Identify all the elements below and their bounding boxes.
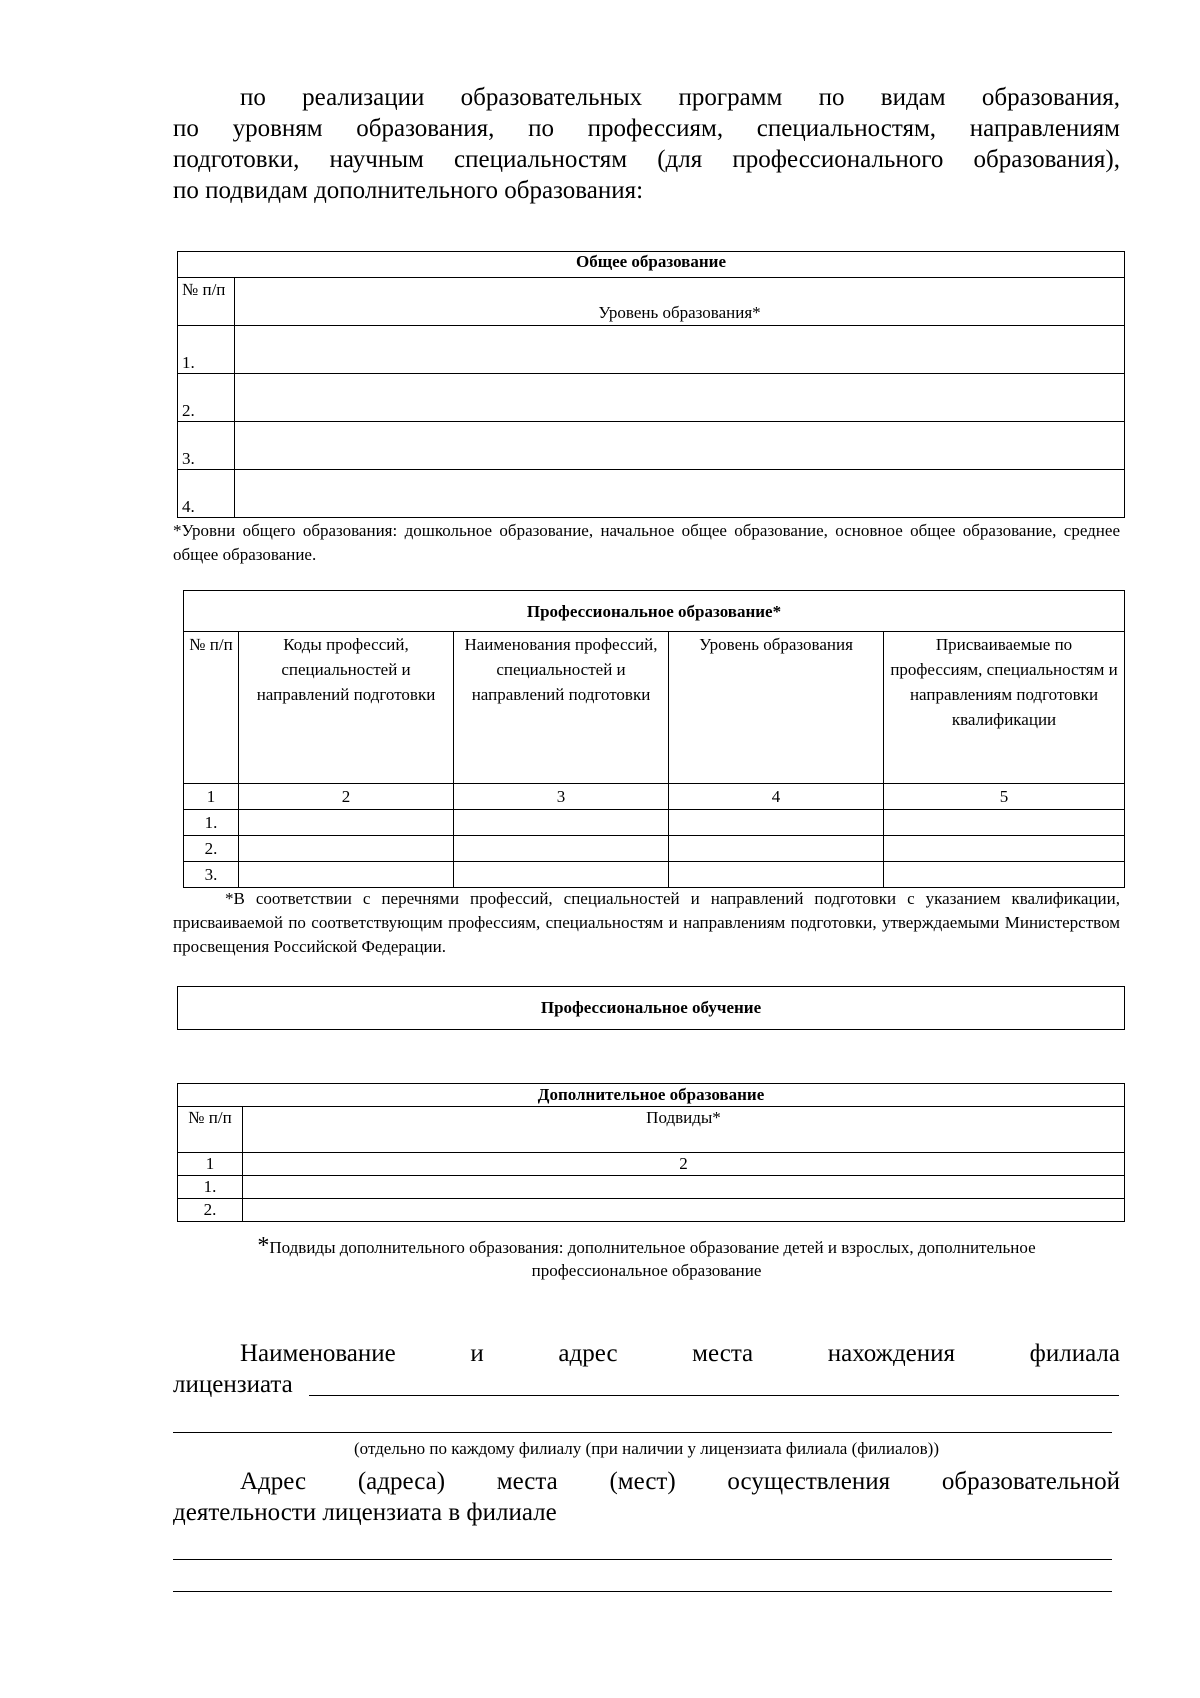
professional-index: 1	[184, 784, 239, 810]
professional-cell	[669, 836, 884, 862]
additional-cell	[243, 1199, 1125, 1222]
professional-cell	[884, 810, 1125, 836]
additional-row-num: 1.	[178, 1176, 243, 1199]
general-row-cell	[235, 470, 1125, 518]
training-title: Профессиональное обучение	[178, 987, 1125, 1030]
additional-note-star: *	[257, 1233, 270, 1259]
professional-cell	[454, 836, 669, 862]
professional-header-qualifications: Присваиваемые по профессиям, специальностям и направлениям подготовки квалификации	[884, 632, 1125, 784]
intro-line-1: по реализации образовательных программ по видам образования,	[240, 84, 1120, 111]
additional-col-num: № п/п	[178, 1107, 243, 1153]
general-row-cell	[235, 374, 1125, 422]
additional-row-num: 2.	[178, 1199, 243, 1222]
additional-index: 2	[243, 1153, 1125, 1176]
additional-note-line-1	[173, 1234, 1120, 1260]
branch-address-line-2: деятельности лицензиата в филиале	[173, 1499, 557, 1526]
general-row-cell	[235, 326, 1125, 374]
professional-cell	[669, 810, 884, 836]
professional-header-names: Наименования профессий, специальностей и направлений подготовки	[454, 632, 669, 784]
branch-hint: (отдельно по каждому филиалу (при наличии у лицензиата филиала (филиалов))	[354, 1439, 939, 1458]
professional-row-num: 2.	[184, 836, 239, 862]
general-col-num: № п/п	[178, 278, 235, 326]
general-note: *Уровни общего образования: дошкольное образование, начальное общее образование, основное общее образование, среднее общее образование.	[173, 521, 1120, 564]
branch-address-line-1: Адрес (адреса) места (мест) осуществления образовательной	[240, 1468, 1120, 1495]
general-education-table	[177, 251, 1125, 518]
general-row-num: 3.	[178, 422, 235, 470]
branch-name-blank-1	[309, 1395, 1119, 1396]
professional-cell	[454, 810, 669, 836]
additional-title: Дополнительное образование	[178, 1084, 1125, 1107]
professional-row-num: 1.	[184, 810, 239, 836]
additional-note-line-2: профессиональное образование	[531, 1261, 762, 1280]
intro-line-2: по уровням образования, по профессиям, специальностям, направлениям	[173, 115, 1120, 142]
professional-cell	[884, 862, 1125, 888]
professional-header-level: Уровень образования	[669, 632, 884, 784]
professional-note: *В соответствии с перечнями профессий, специальностей и направлений подготовки с указанием квалификации, присваиваемой по соответствующим профессиям, специальностям и направлениям подготовки, утверждаемыми Министерством просвещения Российской Федерации.	[173, 889, 1120, 956]
professional-cell	[239, 810, 454, 836]
professional-title: Профессиональное образование*	[184, 591, 1125, 632]
general-col-level: Уровень образования*	[235, 278, 1125, 326]
professional-education-table	[183, 590, 1125, 888]
professional-index: 4	[669, 784, 884, 810]
professional-cell	[884, 836, 1125, 862]
general-row-num: 2.	[178, 374, 235, 422]
professional-index: 2	[239, 784, 454, 810]
branch-address-blank-2	[173, 1591, 1112, 1592]
professional-header-codes: Коды профессий, специальностей и направлений подготовки	[239, 632, 454, 784]
professional-index: 5	[884, 784, 1125, 810]
additional-note-text-1: Подвиды дополнительного образования: дополнительное образование детей и взрослых, дополнительное	[269, 1238, 1036, 1257]
additional-cell	[243, 1176, 1125, 1199]
professional-cell	[239, 862, 454, 888]
intro-line-3: подготовки, научным специальностям (для профессионального образования),	[173, 146, 1120, 173]
additional-index: 1	[178, 1153, 243, 1176]
branch-name-line-1: Наименование и адрес места нахождения филиала	[240, 1340, 1120, 1367]
additional-education-table	[177, 1083, 1125, 1222]
professional-cell	[454, 862, 669, 888]
general-title: Общее образование	[178, 252, 1125, 278]
professional-header-num: № п/п	[184, 632, 239, 784]
professional-row-num: 3.	[184, 862, 239, 888]
branch-name-blank-2	[173, 1432, 1112, 1433]
professional-cell	[669, 862, 884, 888]
additional-col-sub: Подвиды*	[243, 1107, 1125, 1153]
branch-name-line-2: лицензиата	[173, 1371, 293, 1398]
professional-index: 3	[454, 784, 669, 810]
professional-training-box	[177, 986, 1125, 1030]
branch-address-blank-1	[173, 1559, 1112, 1560]
general-row-num: 4.	[178, 470, 235, 518]
general-row-cell	[235, 422, 1125, 470]
general-row-num: 1.	[178, 326, 235, 374]
intro-line-4: по подвидам дополнительного образования:	[173, 177, 644, 204]
professional-cell	[239, 836, 454, 862]
